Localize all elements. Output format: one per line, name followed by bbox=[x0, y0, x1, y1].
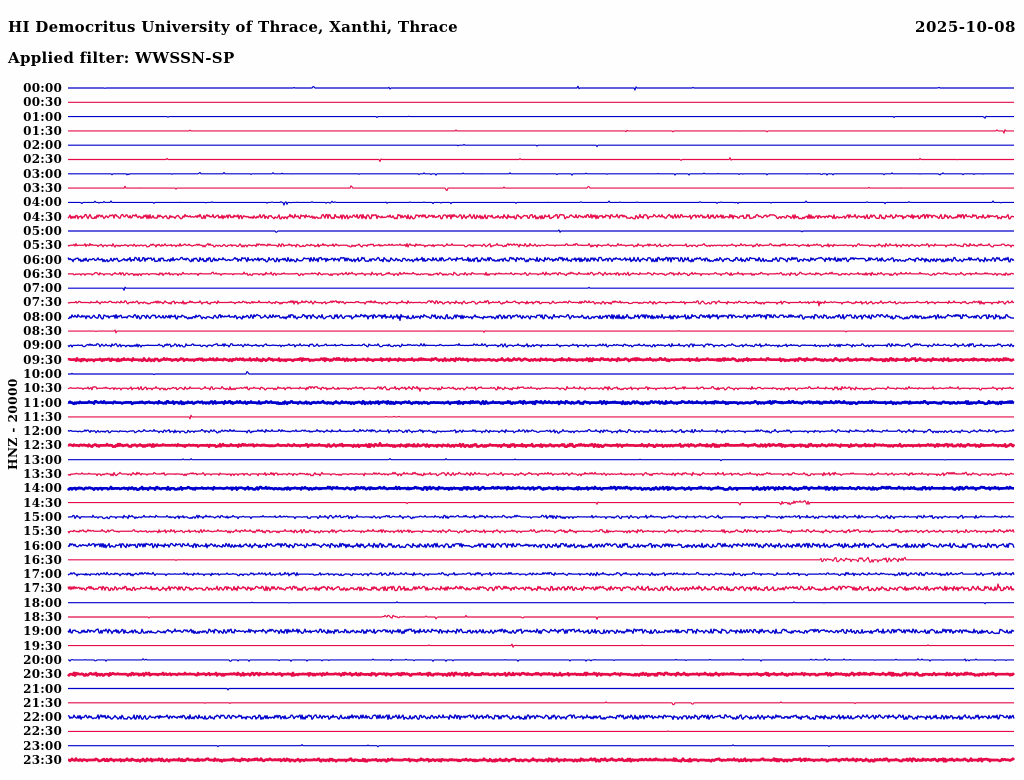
trace-1330 bbox=[68, 472, 1014, 475]
time-label: 23:30 bbox=[23, 753, 62, 767]
trace-0230 bbox=[68, 158, 1014, 162]
time-label: 14:00 bbox=[23, 481, 62, 496]
channel-scale-label: HNZ - 20000 bbox=[6, 378, 20, 470]
time-label: 00:30 bbox=[23, 95, 62, 110]
trace-1700 bbox=[68, 572, 1014, 575]
time-label: 16:00 bbox=[23, 538, 62, 553]
time-label: 03:30 bbox=[23, 181, 62, 196]
trace-0530 bbox=[68, 244, 1014, 247]
trace-1130 bbox=[68, 415, 1014, 419]
trace-2130 bbox=[68, 702, 1014, 705]
trace-1300 bbox=[68, 459, 1014, 461]
trace-1430 bbox=[68, 501, 1014, 505]
time-label: 13:00 bbox=[23, 452, 62, 467]
trace-1730 bbox=[68, 584, 1014, 591]
trace-1400 bbox=[68, 487, 1014, 490]
trace-0800 bbox=[68, 315, 1014, 321]
trace-2000 bbox=[68, 659, 1014, 662]
time-label: 18:30 bbox=[23, 610, 62, 625]
time-label: 07:00 bbox=[23, 281, 62, 296]
time-label: 20:00 bbox=[23, 652, 62, 667]
trace-2030 bbox=[68, 673, 1014, 676]
time-label: 22:00 bbox=[23, 710, 62, 725]
trace-0300 bbox=[68, 173, 1014, 176]
time-label: 21:30 bbox=[23, 695, 62, 710]
time-label: 01:30 bbox=[23, 123, 62, 138]
time-label: 05:30 bbox=[23, 238, 62, 253]
time-label: 01:00 bbox=[23, 109, 62, 124]
trace-1000 bbox=[68, 372, 1014, 375]
time-label: 13:30 bbox=[23, 467, 62, 482]
time-label: 08:30 bbox=[23, 324, 62, 339]
time-label: 16:30 bbox=[23, 552, 62, 567]
time-label: 04:30 bbox=[23, 209, 62, 224]
time-label: 20:30 bbox=[23, 667, 62, 682]
trace-2300 bbox=[68, 745, 1014, 747]
trace-2200 bbox=[68, 715, 1014, 719]
date-label: 2025-10-08 bbox=[915, 18, 1016, 36]
trace-0730 bbox=[68, 301, 1014, 306]
trace-0000 bbox=[68, 86, 1014, 90]
time-label: 11:30 bbox=[23, 409, 62, 424]
trace-1100 bbox=[68, 401, 1014, 404]
trace-0200 bbox=[68, 144, 1014, 146]
time-label: 15:00 bbox=[23, 509, 62, 524]
time-label: 09:30 bbox=[23, 352, 62, 367]
time-label: 17:30 bbox=[23, 581, 62, 596]
time-label: 15:30 bbox=[23, 524, 62, 539]
time-label: 03:00 bbox=[23, 166, 62, 181]
trace-1600 bbox=[68, 543, 1014, 547]
time-label: 19:00 bbox=[23, 624, 62, 639]
trace-0430 bbox=[68, 215, 1014, 219]
time-label: 10:30 bbox=[23, 381, 62, 396]
trace-0400 bbox=[68, 201, 1014, 205]
trace-1030 bbox=[68, 387, 1014, 392]
trace-1500 bbox=[68, 515, 1014, 518]
time-label: 17:00 bbox=[23, 567, 62, 582]
time-label: 07:30 bbox=[23, 295, 62, 310]
trace-2100 bbox=[68, 689, 1014, 690]
trace-1530 bbox=[68, 530, 1014, 533]
time-label: 00:00 bbox=[23, 81, 62, 95]
time-label: 02:30 bbox=[23, 152, 62, 167]
time-label: 11:00 bbox=[23, 395, 62, 410]
trace-0130 bbox=[68, 130, 1014, 133]
trace-1200 bbox=[68, 430, 1014, 434]
time-label: 10:00 bbox=[23, 366, 62, 381]
trace-1630 bbox=[68, 557, 1014, 562]
trace-0900 bbox=[68, 344, 1014, 347]
time-label: 02:00 bbox=[23, 138, 62, 153]
station-title: HI Democritus University of Thrace, Xanthi, Thrace bbox=[8, 18, 459, 36]
time-label: 05:00 bbox=[23, 223, 62, 238]
trace-1930 bbox=[68, 644, 1014, 647]
time-label: 23:00 bbox=[23, 738, 62, 753]
trace-2330 bbox=[68, 759, 1014, 762]
trace-0700 bbox=[68, 287, 1014, 290]
trace-0600 bbox=[68, 257, 1014, 261]
trace-0830 bbox=[68, 330, 1014, 333]
time-label: 04:00 bbox=[23, 195, 62, 210]
time-label: 22:30 bbox=[23, 724, 62, 739]
time-label: 21:00 bbox=[23, 681, 62, 696]
trace-1230 bbox=[68, 443, 1014, 446]
trace-0500 bbox=[68, 230, 1014, 232]
applied-filter-label: Applied filter: WWSSN-SP bbox=[8, 49, 235, 67]
time-label: 18:00 bbox=[23, 595, 62, 610]
trace-0930 bbox=[68, 358, 1014, 361]
trace-0100 bbox=[68, 116, 1014, 118]
time-label: 14:30 bbox=[23, 495, 62, 510]
trace-1800 bbox=[68, 602, 1014, 604]
trace-1900 bbox=[68, 629, 1014, 633]
time-label: 08:00 bbox=[23, 309, 62, 324]
trace-0630 bbox=[68, 272, 1014, 275]
time-label: 06:30 bbox=[23, 266, 62, 281]
time-label: 06:00 bbox=[23, 252, 62, 267]
time-label: 12:00 bbox=[23, 424, 62, 439]
time-label: 12:30 bbox=[23, 438, 62, 453]
trace-1830 bbox=[68, 615, 1014, 619]
time-label: 19:30 bbox=[23, 638, 62, 653]
time-label: 09:00 bbox=[23, 338, 62, 353]
trace-0330 bbox=[68, 186, 1014, 191]
